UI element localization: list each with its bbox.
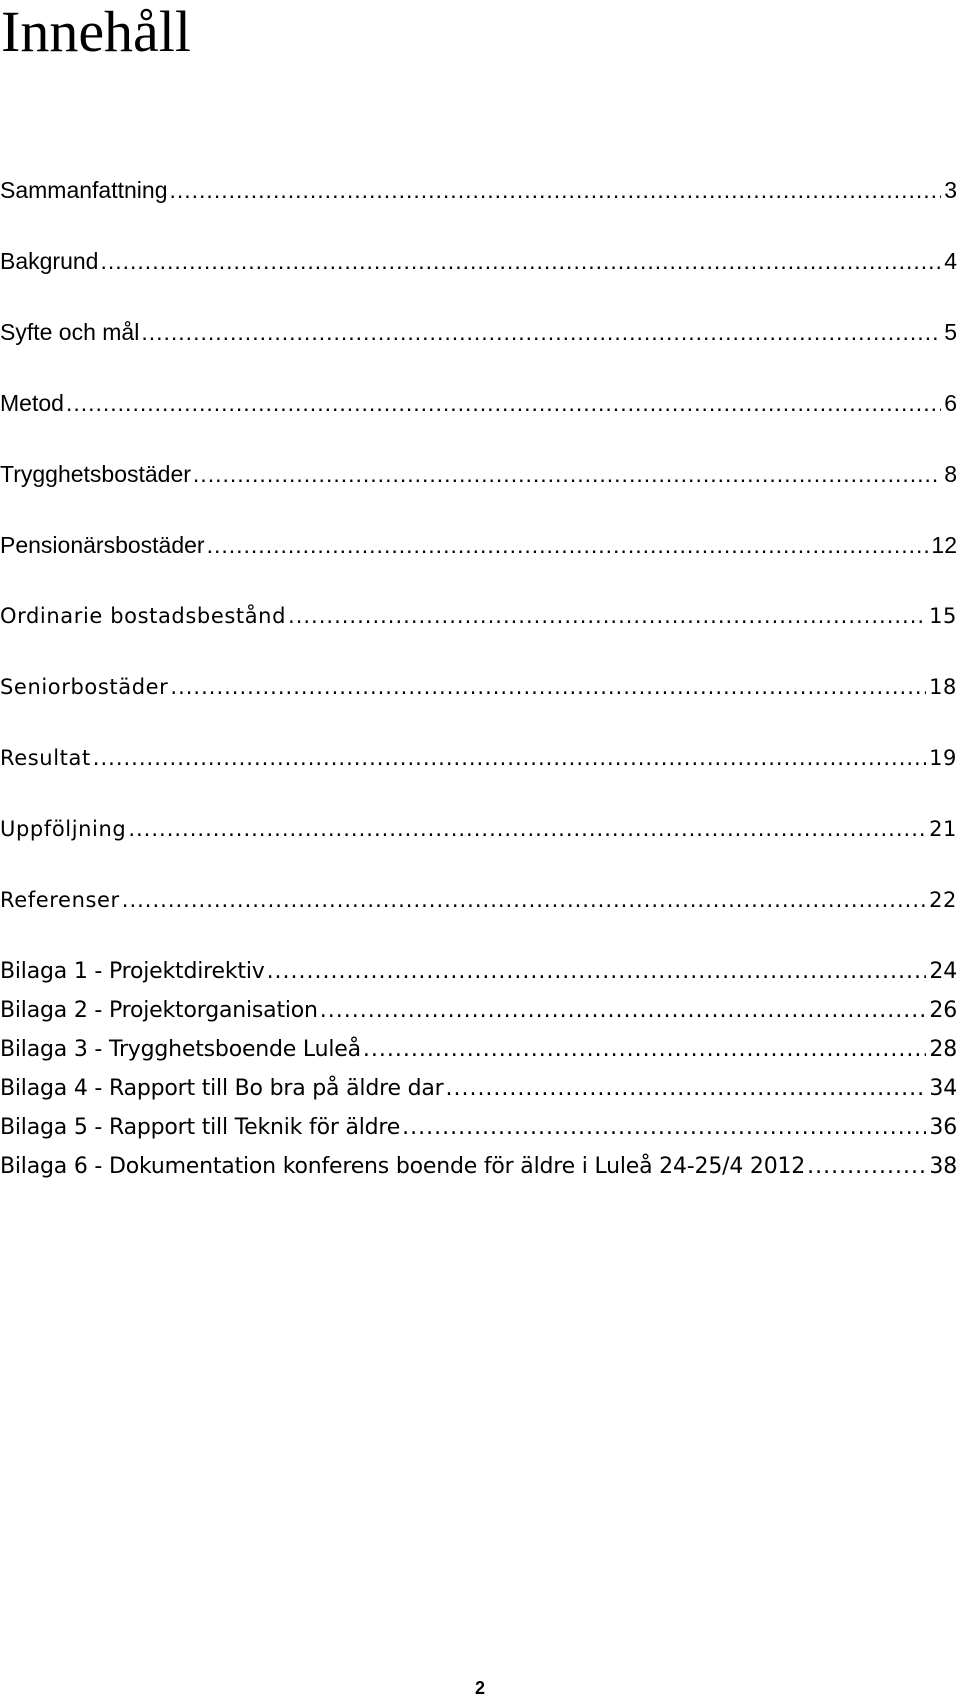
toc-entry-label: Bilaga 3 - Trygghetsboende Luleå xyxy=(0,1037,361,1062)
toc-entry-pensionarsbostader[interactable] xyxy=(0,531,957,559)
toc-entry-label: Seniorbostäder xyxy=(0,675,169,699)
toc-entry-resultat[interactable] xyxy=(0,744,957,772)
toc-entry-label: Bilaga 5 - Rapport till Teknik för äldre xyxy=(0,1115,401,1140)
toc-entry-bilaga-6[interactable] xyxy=(0,1153,957,1181)
toc-dot-leader xyxy=(66,389,941,417)
toc-entry-bakgrund[interactable] xyxy=(0,247,957,275)
toc-entry-label: Uppföljning xyxy=(0,817,127,841)
page-title: Innehåll xyxy=(1,0,192,64)
toc-dot-leader xyxy=(122,886,926,914)
toc-entry-label: Bakgrund xyxy=(0,248,99,274)
toc-entry-label: Ordinarie bostadsbestånd xyxy=(0,604,287,628)
toc-entry-label: Bilaga 2 - Projektorganisation xyxy=(0,998,318,1023)
toc-entry-bilaga-3[interactable] xyxy=(0,1036,957,1064)
toc-page-number: 26 xyxy=(929,998,957,1023)
toc-page-number: 3 xyxy=(944,177,957,203)
toc-entry-bilaga-4[interactable] xyxy=(0,1075,957,1103)
toc-entry-label: Syfte och mål xyxy=(0,319,140,345)
toc-page-number: 12 xyxy=(931,532,957,558)
toc-dot-leader xyxy=(288,602,926,630)
toc-dot-leader xyxy=(363,1036,927,1064)
toc-dot-leader xyxy=(320,997,927,1025)
toc-entry-bilaga-2[interactable] xyxy=(0,997,957,1025)
toc-page-number: 18 xyxy=(929,675,957,699)
toc-entry-label: Bilaga 6 - Dokumentation konferens boende för äldre i Luleå 24-25/4 2012 xyxy=(0,1154,806,1179)
toc-page-number: 4 xyxy=(944,248,957,274)
toc-dot-leader xyxy=(267,958,927,986)
toc-dot-leader xyxy=(445,1075,926,1103)
toc-page-number: 19 xyxy=(929,746,957,770)
toc-dot-leader xyxy=(141,318,941,346)
toc-dot-leader xyxy=(93,744,926,772)
toc-dot-leader xyxy=(169,176,941,204)
toc-entry-label: Pensionärsbostäder xyxy=(0,532,205,558)
toc-page-number: 34 xyxy=(929,1076,957,1101)
footer-page-number: 2 xyxy=(474,1678,485,1698)
toc-page-number: 21 xyxy=(929,817,957,841)
toc-dot-leader xyxy=(100,247,941,275)
toc-entry-ordinarie-bostadsbestand[interactable] xyxy=(0,602,957,630)
toc-dot-leader xyxy=(193,460,941,488)
toc-entry-bilaga-1[interactable] xyxy=(0,958,957,986)
toc-page-number: 6 xyxy=(944,390,957,416)
toc-entry-uppfoljning[interactable] xyxy=(0,815,957,843)
toc-dot-leader xyxy=(207,531,929,559)
toc-dot-leader xyxy=(807,1153,926,1181)
toc-dot-leader xyxy=(128,815,926,843)
toc-dot-leader xyxy=(170,673,926,701)
toc-entry-label: Sammanfattning xyxy=(0,177,168,203)
toc-entry-syfte-och-mal[interactable] xyxy=(0,318,957,346)
toc-page-number: 38 xyxy=(929,1154,957,1179)
toc-page-number: 8 xyxy=(944,461,957,487)
toc-page-number: 24 xyxy=(929,959,957,984)
toc-entry-label: Resultat xyxy=(0,746,91,770)
toc-entry-label: Metod xyxy=(0,390,64,416)
toc-dot-leader xyxy=(402,1114,926,1142)
toc-entry-label: Trygghetsbostäder xyxy=(0,461,191,487)
toc-page-number: 36 xyxy=(929,1115,957,1140)
toc-entry-trygghetsbostader[interactable] xyxy=(0,460,957,488)
toc-page-number: 15 xyxy=(929,604,957,628)
toc-entry-sammanfattning[interactable] xyxy=(0,176,957,204)
toc-entry-label: Bilaga 1 - Projektdirektiv xyxy=(0,959,265,984)
toc-entry-seniorbostader[interactable] xyxy=(0,673,957,701)
toc-entry-metod[interactable] xyxy=(0,389,957,417)
toc-entry-referenser[interactable] xyxy=(0,886,957,914)
toc-entry-bilaga-5[interactable] xyxy=(0,1114,957,1142)
toc-page-number: 5 xyxy=(944,319,957,345)
toc-entry-label: Referenser xyxy=(0,888,120,912)
toc-page-number: 28 xyxy=(929,1037,957,1062)
toc-page-number: 22 xyxy=(929,888,957,912)
toc-entry-label: Bilaga 4 - Rapport till Bo bra på äldre dar xyxy=(0,1076,444,1101)
